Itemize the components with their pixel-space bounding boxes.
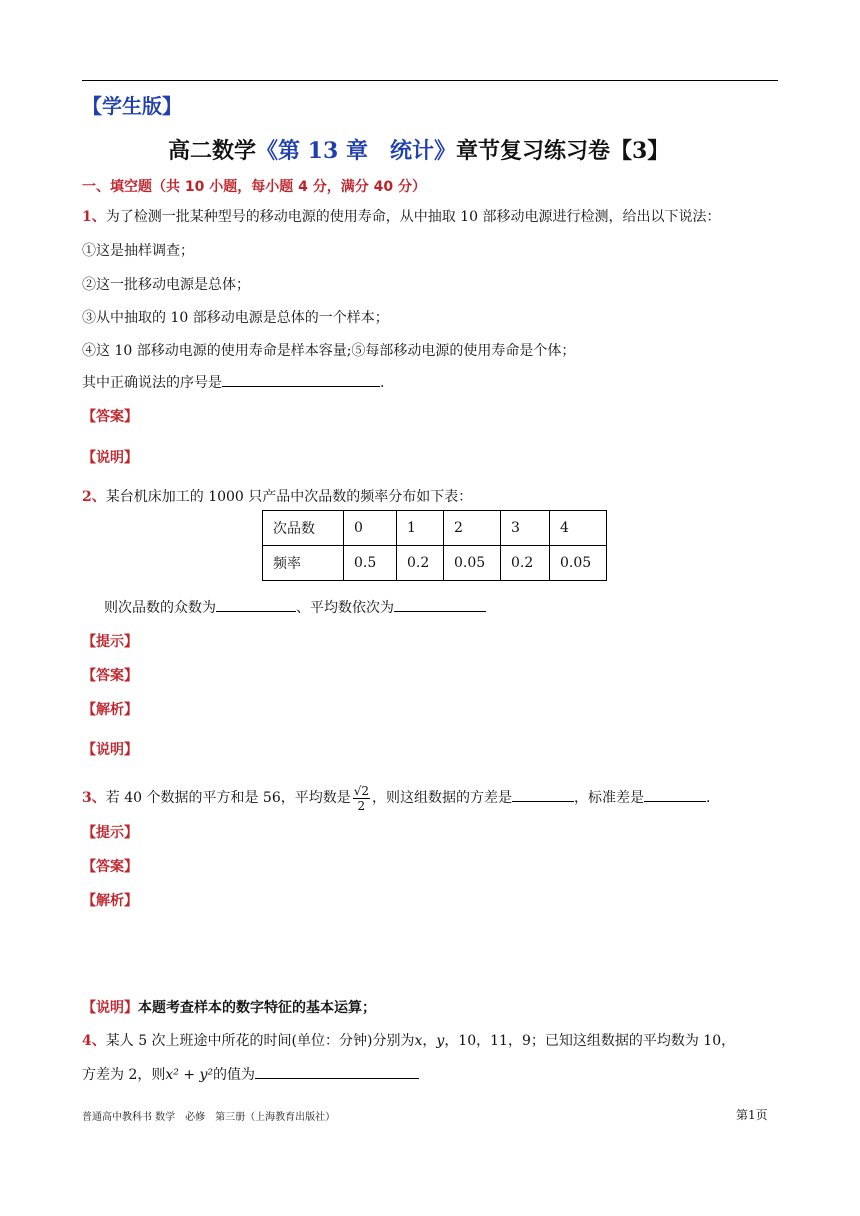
q3-number: 3、 (82, 790, 106, 806)
table-cell: 0.05 (550, 546, 607, 581)
q2-number: 2、 (82, 489, 106, 505)
q1-statement-2: ②这一批移动电源是总体； (82, 277, 250, 293)
q1-number: 1、 (82, 209, 106, 225)
table-cell: 3 (501, 511, 550, 546)
q4-line1-a: 某人 5 次上班途中所花的时间(单位：分钟)分别为 (105, 1033, 415, 1049)
q3-stem-b: ，则这组数据的方差是 (372, 790, 513, 806)
page-number: 第1页 (736, 1108, 768, 1122)
q2-analysis-label: 【解析】 (82, 702, 138, 718)
q3-frac-denominator: 2 (357, 798, 366, 813)
q3-explain-text: 本题考查样本的数字特征的基本运算； (138, 1000, 376, 1016)
q2-explain-label: 【说明】 (82, 742, 138, 758)
edition-tag: 【学生版】 (82, 94, 182, 118)
q2-stem (82, 486, 472, 506)
q2-mean-blank[interactable] (394, 597, 486, 612)
table-cell: 0.05 (444, 546, 501, 581)
q3-stddev-blank[interactable] (644, 787, 706, 802)
q4-var-y: y (436, 1033, 445, 1049)
q2-ask-b: 、平均数依次为 (296, 600, 394, 616)
page-title (168, 134, 669, 165)
table-row (263, 546, 607, 581)
q2-ask-a: 则次品数的众数为 (104, 600, 216, 616)
q1-stem (82, 206, 720, 226)
q1-end: . (380, 375, 385, 391)
q3-variance-blank[interactable] (512, 787, 574, 802)
section-heading: 一、填空题（共 10 小题，每小题 4 分，满分 40 分） (82, 179, 426, 195)
q4-line-1 (82, 1030, 735, 1050)
title-chapter: 《第 13 章 统计》 (256, 138, 456, 164)
q2-question (104, 597, 486, 617)
header-rule (82, 80, 778, 81)
q3-mean-fraction (353, 784, 370, 813)
q3-hint-label: 【提示】 (82, 825, 138, 841)
table-cell: 2 (444, 511, 501, 546)
q3-answer-label: 【答案】 (82, 859, 138, 875)
q4-sep: ， (422, 1033, 437, 1049)
q1-explain-label: 【说明】 (82, 450, 138, 466)
q4-expression: x² + y² (165, 1067, 214, 1083)
q2-mode-blank[interactable] (216, 597, 296, 612)
q1-statement-4: ④这 10 部移动电源的使用寿命是样本容量;⑤每部移动电源的使用寿命是个体； (82, 343, 576, 359)
q3-stem-c: ，标准差是 (574, 790, 645, 806)
q4-line1-b: ，10，11，9；已知这组数据的平均数为 10， (444, 1033, 736, 1049)
q3-analysis-label: 【解析】 (82, 893, 138, 909)
table-row (263, 511, 607, 546)
q3-explain-label: 【说明】 (82, 1000, 138, 1016)
q3-explain (82, 997, 376, 1017)
q2-hint-label: 【提示】 (82, 634, 138, 650)
q3-stem-a: 若 40 个数据的平方和是 56，平均数是 (105, 790, 351, 806)
q1-answer-label: 【答案】 (82, 409, 138, 425)
q3-frac-numerator: √2 (353, 783, 370, 798)
q4-line-2 (82, 1064, 419, 1084)
q4-number: 4、 (82, 1033, 106, 1049)
q1-ask: 其中正确说法的序号是 (82, 375, 222, 391)
table-cell: 0.2 (501, 546, 550, 581)
frequency-table (262, 510, 607, 581)
table-cell: 1 (397, 511, 444, 546)
q4-line2-a: 方差为 2，则 (82, 1067, 166, 1083)
q4-answer-blank[interactable] (255, 1064, 419, 1079)
q4-line2-b: 的值为 (213, 1067, 256, 1083)
table-cell: 0.2 (397, 546, 444, 581)
q3-end: . (706, 790, 711, 806)
q2-answer-label: 【答案】 (82, 668, 138, 684)
table-cell: 0.5 (344, 546, 397, 581)
table-cell: 次品数 (263, 511, 344, 546)
table-cell: 0 (344, 511, 397, 546)
title-suffix: 章节复习练习卷【3】 (455, 138, 670, 164)
q3-stem (82, 778, 710, 818)
q1-stem-text: 为了检测一批某种型号的移动电源的使用寿命，从中抽取 10 部移动电源进行检测，给出以下说法： (105, 209, 721, 225)
q2-stem-text: 某台机床加工的 1000 只产品中次品数的频率分布如下表： (105, 489, 473, 505)
q1-answer-blank[interactable] (222, 372, 380, 387)
q4-var-x: x (414, 1033, 423, 1049)
q1-statement-1: ①这是抽样调查； (82, 243, 194, 259)
table-cell: 频率 (263, 546, 344, 581)
q1-statement-3: ③从中抽取的 10 部移动电源是总体的一个样本； (82, 310, 389, 326)
footer-textbook-info: 普通高中教科书 数学 必修 第三册（上海教育出版社） (82, 1112, 336, 1123)
title-prefix: 高二数学 (168, 138, 257, 164)
q1-question (82, 372, 384, 392)
table-cell: 4 (550, 511, 607, 546)
